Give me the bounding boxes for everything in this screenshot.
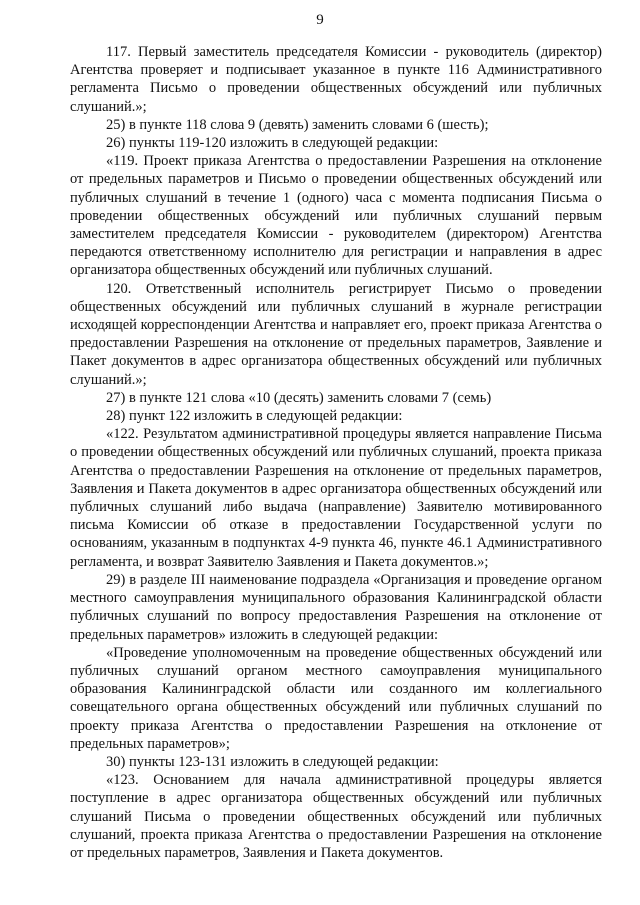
paragraph-amendment-29: 29) в разделе III наименование подраздела «Организация и проведение органом местного самоуправления муниципального образования Калининградской области публичных слушаний по вопросу предоставления Разрешения на отклонение от предельных параметров» изложить в следующей редакции: [70,571,602,643]
paragraph-amendment-27: 27) в пункте 121 слова «10 (десять) заменить словами 7 (семь) [106,389,492,406]
paragraph-123: «123. Основанием для начала административной процедуры является поступление в адрес организатора общественных обсуждений или публичных слушаний Письма о проведении общественных обсуждений или публичных слушаний, проекта приказа Агентства о предоставлении Разрешения на отклонение от предельных параметров, Заявления и Пакета документов. [70,772,602,861]
paragraph-119: «119. Проект приказа Агентства о предоставлении Разрешения на отклонение от предельных параметров и Письмо о проведении общественных обсуждений или публичных слушаний в течение 1 (одного) часа с момента подписания Письма о проведении общественных обсуждений или публичных слушаний первым заместителем председателя Комиссии - руководителем (директором) Агентства передаются ответственному исполнителю для регистрации и направления в адрес организатора общественных обсуждений или публичных слушаний. [70,153,602,279]
paragraph-117: 117. Первый заместитель председателя Комиссии - руководитель (директор) Агентства проверяет и подписывает указанное в пункте 116 Административного регламента Письмо о проведении общественных обсуждений или публичных слушаний.»; [70,44,602,115]
paragraph-amendment-30: 30) пункты 123-131 изложить в следующей редакции: [106,753,439,770]
paragraph-122: «122. Результатом административной процедуры является направление Письма о проведении общественных обсуждений или публичных слушаний, проекта приказа Агентства о предоставлении Разрешения на отклонение от предельных параметров, Заявления и Пакета документов в адрес организатора общественных обсуждений или публичных слушаний либо выдача (направление) Заявителю мотивированного письма Комиссии об отказе в предоставлении Государственной услуги по основаниям, указанным в подпунктах 4-9 пункта 46, пункте 46.1 Административного регламента, и возврат Заявителю Заявления и Пакета документов.»; [70,426,602,570]
paragraph-amendment-25: 25) в пункте 118 слова 9 (девять) заменить словами 6 (шесть); [106,116,489,133]
paragraph-amendment-28: 28) пункт 122 изложить в следующей редакции: [106,408,403,425]
document-body [70,43,602,862]
paragraph-subsection-title: «Проведение уполномоченным на проведение общественных обсуждений или публичных слушаний органом местного самоуправления муниципального образования Калининградской области или созданного им коллегиального совещательного органа общественных обсуждений или публичных слушаний по проекту приказа Агентства о предоставлении Разрешения на отклонение от предельных параметров»; [70,644,602,752]
paragraph-amendment-26: 26) пункты 119-120 изложить в следующей редакции: [106,135,439,152]
paragraph-120: 120. Ответственный исполнитель регистрирует Письмо о проведении общественных обсуждений или публичных слушаний в журнале регистрации исходящей корреспонденции Агентства и направляет его, проект приказа Агентства о предоставлении Разрешения на отклонение от предельных параметров, Заявление и Пакет документов в адрес организатора общественных обсуждений или публичных слушаний.»; [70,280,602,388]
page-number: 9 [316,12,324,28]
